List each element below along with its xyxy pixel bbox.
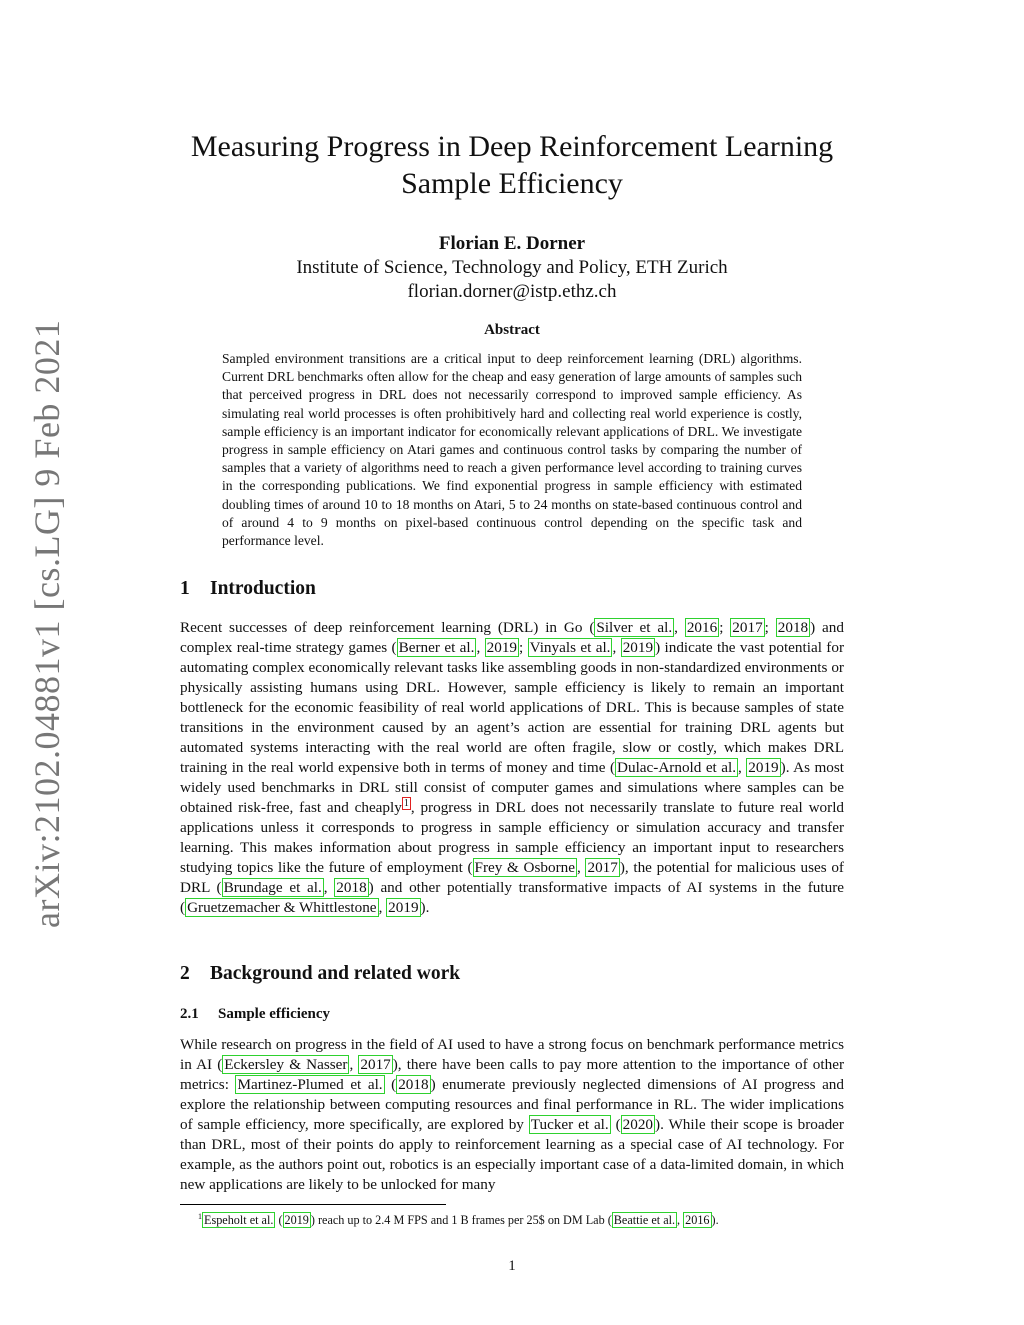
text-run: ) indicate the vast potential for automating complex economically relevant tasks like assembling goods in non-standardized environments or physically assisting humans using DRL. However, sample efficiency is likely to remain an important bottleneck for the economic feasibility of real world applications of DRL. This is because samples of state transitions in the environment caused by an agent’s action are essential for training DRL agents but automated systems interacting with the real world are often fragile, slow or costly, which makes DRL training in the real world expensive both in terms of money and time ( [180, 639, 845, 776]
citation-link[interactable]: 2018 [398, 1076, 429, 1093]
subsection-2-1-heading [180, 1006, 330, 1023]
section-1-heading [180, 578, 316, 600]
sample-efficiency-paragraph [180, 1035, 844, 1195]
author-name: Florian E. Dorner [438, 233, 586, 254]
citation-link[interactable]: 2020 [622, 1116, 654, 1133]
section-title: Introduction [210, 578, 316, 599]
introduction-paragraph [180, 618, 844, 918]
text-run: ) and complex real-time strategy games ( [180, 619, 844, 656]
text-run: , [612, 639, 621, 656]
text-run: ). [420, 899, 430, 916]
citation-link[interactable]: Tucker et al. [530, 1116, 609, 1133]
citation-link[interactable]: 2019 [284, 1213, 309, 1228]
citation-link[interactable]: Frey & Osborne [474, 859, 575, 876]
citation-link[interactable]: 2019 [486, 639, 518, 656]
text-run: While research on progress in the field of AI used to have a strong focus on benchmark performance metrics in AI ( [180, 1036, 844, 1073]
citation-link[interactable]: Dulac-Arnold et al. [617, 759, 736, 776]
text-run: , [674, 619, 685, 636]
text-run: ; [519, 639, 528, 656]
text-run: ). [711, 1213, 719, 1228]
citation-link[interactable]: 2017 [587, 859, 618, 876]
text-run: , progress in DRL does not necessarily translate to future real world applications unless it corresponds to progress in sample efficiency or simulation accuracy and transfer learning. This makes information about progress in sample efficiency an important input to researchers studying topics like the future of employment ( [180, 799, 845, 876]
citation-link[interactable]: Espeholt et al. [204, 1213, 274, 1228]
citation-link[interactable]: 2017 [732, 619, 763, 636]
citation-link[interactable]: 2019 [748, 759, 779, 776]
footnote-marker[interactable]: 1 [403, 797, 409, 809]
author-block [160, 232, 864, 304]
abstract-text: Sampled environment transitions are a critical input to deep reinforcement learning (DRL) algorithms. Current DRL benchmarks often allow for the cheap and easy generation of large amounts of samples such that perceived progress in DRL does not necessarily correspond to improved sample efficiency. As simulating real world processes is often prohibitively hard and collecting real world experience is costly, sample efficiency is an important indicator for economically relevant applications of DRL. We investigate progress in sample efficiency on Atari games and continuous control tasks by comparing the number of samples that a variety of algorithms need to reach a given performance level according to training curves in the corresponding publications. We find exponential progress in sample efficiency with estimated doubling times of around 10 to 18 months on Atari, 5 to 24 months on state-based continuous control and of around 4 to 9 months on pixel-based continuous control depending on the specific task and performance level. [222, 351, 802, 549]
text-run: ), the potential for malicious uses of DRL ( [180, 859, 844, 896]
citation-link[interactable]: 2019 [622, 639, 654, 656]
footnote-1 [198, 1209, 844, 1228]
page-number: 1 [508, 1258, 516, 1274]
subsection-number: 2.1 [180, 1006, 199, 1022]
title-line-2: Sample Efficiency [401, 167, 623, 200]
text-run: ( [610, 1116, 621, 1133]
citation-link[interactable]: 2018 [336, 879, 367, 896]
paper-title [160, 128, 864, 202]
footnote-divider [180, 1204, 446, 1205]
text-run: ). While their scope is broader than DRL, most of their points do apply to reinforcement learning as a special case of AI technology. For example, as the authors point out, robotics is an especially important case of a data-limited domain, in which new applications are likely to be unlocked for many [180, 1116, 844, 1193]
text-run: , [349, 1056, 359, 1073]
citation-link[interactable]: 2016 [686, 619, 718, 636]
text-run: , [677, 1213, 684, 1228]
citation-link[interactable]: Beattie et al. [613, 1213, 676, 1228]
text-run: ( [275, 1213, 283, 1228]
text-run: ) enumerate previously neglected dimensions of AI progress and explore the relationship between computing resources and final performance in RL. The wider implications of sample efficiency, more specifically, are explored by [180, 1076, 844, 1133]
abstract-heading: Abstract [484, 322, 540, 338]
section-2-heading [180, 963, 460, 985]
text-run: , [476, 639, 485, 656]
text-run: ; [764, 619, 776, 636]
text-run: ( [384, 1076, 397, 1093]
text-run: Recent successes of deep reinforcement learning (DRL) in Go ( [180, 619, 595, 636]
text-run: ) reach up to 2.4 M FPS and 1 B frames per 25$ on DM Lab ( [310, 1213, 612, 1228]
citation-link[interactable]: Martinez-Plumed et al. [237, 1076, 383, 1093]
text-run: ) and other potentially transformative impacts of AI systems in the future ( [180, 879, 845, 916]
text-run: ). As most widely used benchmarks in DRL still consist of computer games and simulations where samples can be obtained risk-free, fast and cheaply [180, 759, 844, 816]
citation-link[interactable]: 2017 [360, 1056, 391, 1073]
text-run: , [378, 899, 387, 916]
text-run: ), there have been calls to pay more attention to the importance of other metrics: [180, 1056, 844, 1093]
citation-link[interactable]: Vinyals et al. [529, 639, 611, 656]
section-number: 1 [180, 578, 190, 599]
citation-link[interactable]: Gruetzemacher & Whittlestone [187, 899, 377, 916]
text-run: , [323, 879, 335, 896]
text-run: ; [719, 619, 731, 636]
footnote-number: 1 [198, 1212, 202, 1221]
author-affiliation: Institute of Science, Technology and Policy, ETH Zurich [296, 257, 728, 278]
title-line-1: Measuring Progress in Deep Reinforcement Learning [190, 130, 834, 163]
citation-link[interactable]: 2016 [685, 1213, 710, 1228]
section-number: 2 [180, 963, 190, 984]
citation-link[interactable]: 2019 [388, 899, 419, 916]
section-title: Background and related work [210, 963, 461, 984]
citation-link[interactable]: Berner et al. [398, 639, 475, 656]
text-run: , [577, 859, 586, 876]
text-run: , [738, 759, 747, 776]
arxiv-stamp[interactable]: arXiv:2102.04881v1 [cs.LG] 9 Feb 2021 [27, 319, 67, 928]
citation-link[interactable]: Eckersley & Nasser [224, 1056, 348, 1073]
subsection-title: Sample efficiency [218, 1006, 331, 1022]
citation-link[interactable]: Silver et al. [596, 619, 673, 636]
author-email[interactable]: florian.dorner@istp.ethz.ch [407, 281, 617, 302]
citation-link[interactable]: 2018 [777, 619, 809, 636]
citation-link[interactable]: Brundage et al. [223, 879, 322, 896]
